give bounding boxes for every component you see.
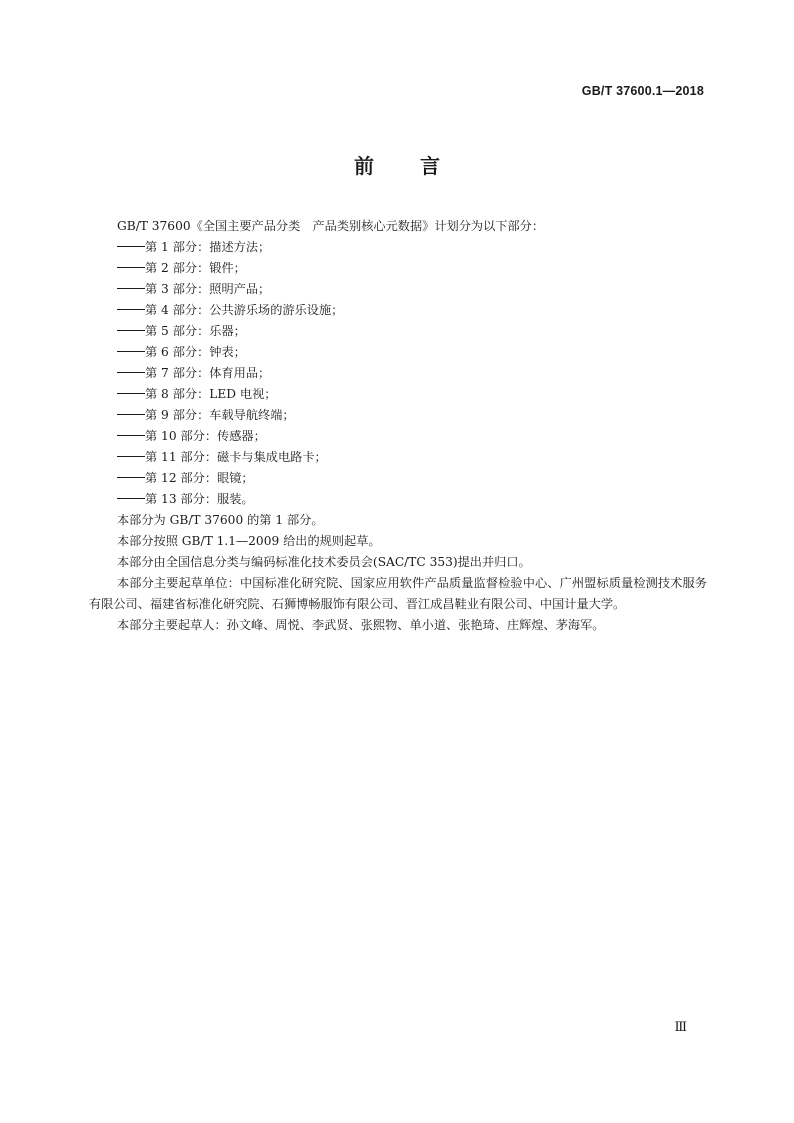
dash-mark [117,309,145,311]
list-item [89,447,707,468]
paragraph-drafting-rules: 本部分按照 GB/T 1.1—2009 给出的规则起草。 [117,534,381,548]
dash-mark [117,351,145,353]
list-item-label: 第 4 部分：公共游乐场的游乐设施； [145,303,344,317]
list-item [89,426,707,447]
list-item-label: 第 1 部分：描述方法； [145,240,271,254]
dash-mark [117,456,145,458]
dash-mark [117,498,145,500]
dash-mark [117,435,145,437]
list-item [89,342,707,363]
list-item [89,489,707,510]
dash-mark [117,288,145,290]
list-item-label: 第 13 部分：服装。 [145,492,254,506]
list-item-label: 第 3 部分：照明产品； [145,282,271,296]
list-item [89,468,707,489]
list-item [89,384,707,405]
dash-mark [117,477,145,479]
page-title: 前言 [354,154,486,178]
list-item-label: 第 12 部分：眼镜； [145,471,254,485]
list-item [89,321,707,342]
dash-mark [117,246,145,248]
dash-mark [117,330,145,332]
standard-number: GB/T 37600.1—2018 [581,84,704,98]
list-item [89,405,707,426]
paragraph-drafters: 本部分主要起草人：孙文峰、周悦、李武贤、张熙物、单小道、张艳琦、庄辉煌、茅海军。 [117,618,605,632]
list-item [89,363,707,384]
foreword-content [89,216,707,636]
page-number: Ⅲ [674,1020,687,1035]
parts-list [89,237,707,510]
list-item-label: 第 9 部分：车载导航终端； [145,408,295,422]
list-item-label: 第 10 部分：传感器； [145,429,266,443]
list-item-label: 第 2 部分：锻件； [145,261,246,275]
list-item-label: 第 7 部分：体育用品； [145,366,271,380]
dash-mark [117,393,145,395]
list-item-label: 第 8 部分：LED 电视； [145,387,277,401]
list-item [89,237,707,258]
list-item-label: 第 6 部分：钟表； [145,345,246,359]
paragraph-proposer: 本部分由全国信息分类与编码标准化技术委员会(SAC/TC 353)提出并归口。 [117,555,531,569]
dash-mark [117,372,145,374]
intro-paragraph: GB/T 37600《全国主要产品分类 产品类别核心元数据》计划分为以下部分： [117,219,545,233]
dash-mark [117,267,145,269]
list-item-label: 第 5 部分：乐器； [145,324,246,338]
list-item-label: 第 11 部分：磁卡与集成电路卡； [145,450,327,464]
list-item [89,258,707,279]
list-item [89,300,707,321]
paragraph-drafting-units: 本部分主要起草单位：中国标准化研究院、国家应用软件产品质量监督检验中心、广州盟标质量检测技术服务有限公司、福建省标准化研究院、石狮博畅服饰有限公司、晋江成昌鞋业有限公司、中国计量大学。 [89,576,707,611]
list-item [89,279,707,300]
paragraph-part-designation: 本部分为 GB/T 37600 的第 1 部分。 [117,513,324,527]
dash-mark [117,414,145,416]
